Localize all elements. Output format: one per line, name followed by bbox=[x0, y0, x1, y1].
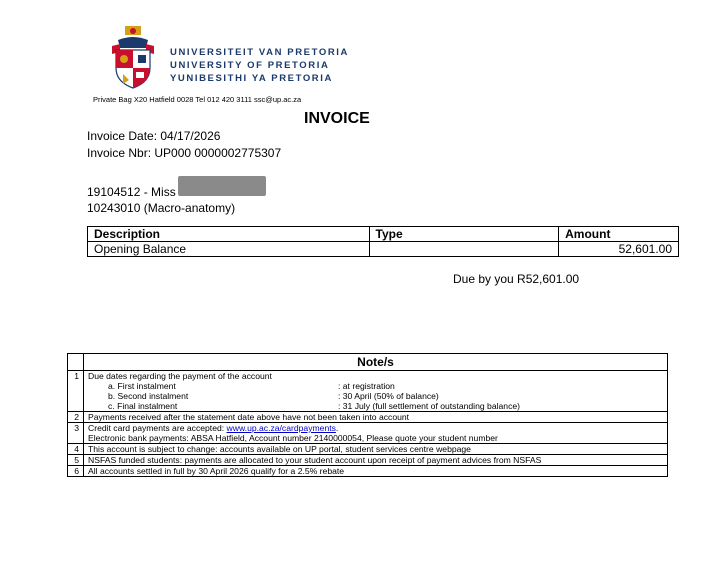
invoice-items-table bbox=[87, 226, 679, 257]
note-3-content bbox=[84, 423, 668, 444]
note-3-line-1 bbox=[88, 423, 663, 433]
note-number: 6 bbox=[68, 466, 84, 477]
table-row bbox=[88, 242, 679, 257]
amount-due: Due by you R52,601.00 bbox=[453, 272, 580, 286]
note-1-text: Due dates regarding the payment of the account bbox=[88, 371, 272, 381]
note-1-sub-b bbox=[88, 391, 663, 401]
university-name-english: UNIVERSITY OF PRETORIA bbox=[170, 60, 330, 71]
header-amount: Amount bbox=[559, 227, 679, 242]
note-1-sub-a bbox=[88, 381, 663, 391]
note-row-6 bbox=[68, 466, 668, 477]
note-row-4 bbox=[68, 444, 668, 455]
invoice-date: Invoice Date: 04/17/2026 bbox=[87, 129, 221, 143]
header-description: Description bbox=[88, 227, 370, 242]
table-header-row bbox=[88, 227, 679, 242]
sub-b-label: b. Second instalment bbox=[108, 391, 189, 401]
row-amount: 52,601.00 bbox=[559, 242, 679, 257]
note-number: 3 bbox=[68, 423, 84, 444]
sub-b-value: : 30 April (50% of balance) bbox=[338, 391, 439, 401]
notes-title: Note/s bbox=[84, 354, 668, 371]
row-type bbox=[369, 242, 559, 257]
module-line: 10243010 (Macro-anatomy) bbox=[87, 201, 236, 215]
card-payments-link[interactable]: www.up.ac.za/cardpayments bbox=[226, 423, 336, 433]
sub-a-label: a. First instalment bbox=[108, 381, 176, 391]
university-name-sepedi: YUNIBESITHI YA PRETORIA bbox=[170, 73, 333, 84]
notes-header-blank bbox=[68, 354, 84, 371]
sub-a-value: : at registration bbox=[338, 381, 395, 391]
note-number: 5 bbox=[68, 455, 84, 466]
university-address: Private Bag X20 Hatfield 0028 Tel 012 420 3111 ssc@up.ac.za bbox=[93, 95, 302, 104]
note-number: 1 bbox=[68, 371, 84, 412]
header-type: Type bbox=[369, 227, 559, 242]
note-number: 2 bbox=[68, 412, 84, 423]
invoice-number: Invoice Nbr: UP000 0000002775307 bbox=[87, 146, 282, 160]
redacted-name-block bbox=[178, 176, 266, 196]
sub-c-label: c. Final instalment bbox=[108, 401, 178, 411]
notes-table bbox=[67, 353, 668, 477]
note-1-content bbox=[84, 371, 668, 412]
note-6-text: All accounts settled in full by 30 April 2026 qualify for a 2.5% rebate bbox=[84, 466, 668, 477]
note-row-1 bbox=[68, 371, 668, 412]
note-4-text: This account is subject to change: accounts available on UP portal, student services centre webpage bbox=[84, 444, 668, 455]
note-3-suffix: . bbox=[335, 423, 339, 433]
note-3-line-2: Electronic bank payments: ABSA Hatfield, Account number 2140000054, Please quote your student number bbox=[88, 433, 498, 443]
note-number: 4 bbox=[68, 444, 84, 455]
note-row-5 bbox=[68, 455, 668, 466]
invoice-title: INVOICE bbox=[304, 110, 370, 127]
university-crest-logo bbox=[108, 24, 158, 90]
notes-header-row bbox=[68, 354, 668, 371]
sub-c-value: : 31 July (full settlement of outstanding balance) bbox=[338, 401, 521, 411]
row-description: Opening Balance bbox=[88, 242, 370, 257]
note-3-prefix: Credit card payments are accepted: bbox=[88, 423, 227, 433]
note-row-3 bbox=[68, 423, 668, 444]
note-2-text: Payments received after the statement date above have not been taken into account bbox=[84, 412, 668, 423]
student-number-name: 19104512 - Miss bbox=[87, 185, 176, 199]
note-row-2 bbox=[68, 412, 668, 423]
note-1-sub-c bbox=[88, 401, 663, 411]
university-name-afrikaans: UNIVERSITEIT VAN PRETORIA bbox=[170, 47, 349, 58]
note-5-text: NSFAS funded students: payments are allocated to your student account upon receipt of payment advices from NSFAS bbox=[84, 455, 668, 466]
